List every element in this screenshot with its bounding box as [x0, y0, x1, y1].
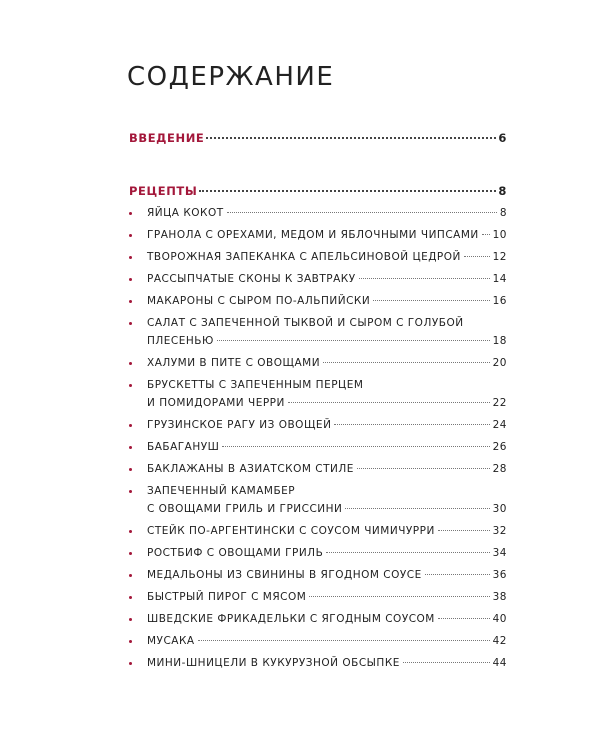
toc-section-recipes[interactable]	[129, 184, 507, 198]
bullet-icon	[129, 640, 132, 643]
toc-item-page: 28	[492, 463, 507, 475]
dot-leader	[438, 618, 490, 619]
toc-item-page: 44	[492, 657, 507, 669]
toc-item[interactable]	[129, 656, 507, 674]
dot-leader	[198, 640, 490, 641]
bullet-icon	[129, 362, 132, 365]
bullet-icon	[129, 552, 132, 555]
bullet-icon	[129, 300, 132, 303]
dot-leader	[288, 402, 490, 403]
toc-item-page: 34	[492, 547, 507, 559]
toc-item-title: БЫСТРЫЙ ПИРОГ С МЯСОМ	[147, 591, 307, 603]
toc-item-page: 20	[492, 357, 507, 369]
toc-item-title: ХАЛУМИ В ПИТЕ С ОВОЩАМИ	[147, 357, 321, 369]
toc-item-title: МИНИ-ШНИЦЕЛИ В КУКУРУЗНОЙ ОБСЫПКЕ	[147, 657, 400, 669]
toc-item-title: ГРАНОЛА С ОРЕХАМИ, МЕДОМ И ЯБЛОЧНЫМИ ЧИПСАМИ	[147, 229, 479, 241]
toc-item-page: 32	[492, 525, 507, 537]
toc-item[interactable]	[129, 462, 507, 480]
bullet-icon	[129, 468, 132, 471]
toc-item[interactable]	[129, 316, 507, 352]
toc-item-title: САЛАТ С ЗАПЕЧЕННОЙ ТЫКВОЙ И СЫРОМ С ГОЛУБОЙ	[147, 317, 464, 329]
toc-item-title: БРУСКЕТТЫ С ЗАПЕЧЕННЫМ ПЕРЦЕМ	[147, 379, 364, 391]
toc-item-title: РАССЫПЧАТЫЕ СКОНЫ К ЗАВТРАКУ	[147, 273, 356, 285]
dot-leader	[199, 190, 496, 192]
dot-leader	[345, 508, 489, 509]
toc-item-title: ГРУЗИНСКОЕ РАГУ ИЗ ОВОЩЕЙ	[147, 419, 332, 431]
toc-item-page: 18	[492, 335, 507, 347]
toc-item[interactable]	[129, 378, 507, 414]
toc-item[interactable]	[129, 418, 507, 436]
toc-item-page: 8	[499, 207, 507, 219]
toc-item[interactable]	[129, 568, 507, 586]
toc-item[interactable]	[129, 272, 507, 290]
toc-item-title: ТВОРОЖНАЯ ЗАПЕКАНКА С АПЕЛЬСИНОВОЙ ЦЕДРОЙ	[147, 251, 461, 263]
dot-leader	[309, 596, 489, 597]
section-page: 8	[498, 184, 507, 198]
toc-item-title: И ПОМИДОРАМИ ЧЕРРИ	[147, 397, 285, 409]
bullet-icon	[129, 234, 132, 237]
toc-item-page: 12	[492, 251, 507, 263]
dot-leader	[403, 662, 490, 663]
toc-item-title: БАКЛАЖАНЫ В АЗИАТСКОМ СТИЛЕ	[147, 463, 354, 475]
toc-item[interactable]	[129, 206, 507, 224]
bullet-icon	[129, 662, 132, 665]
bullet-icon	[129, 384, 132, 387]
toc-item[interactable]	[129, 634, 507, 652]
bullet-icon	[129, 490, 132, 493]
dot-leader	[334, 424, 489, 425]
bullet-icon	[129, 256, 132, 259]
bullet-icon	[129, 446, 132, 449]
toc-item-title: ЗАПЕЧЕННЫЙ КАМАМБЕР	[147, 485, 296, 497]
toc-item-page: 10	[492, 229, 507, 241]
page-title: СОДЕРЖАНИЕ	[127, 62, 335, 92]
bullet-icon	[129, 212, 132, 215]
dot-leader	[326, 552, 489, 553]
dot-leader	[217, 340, 490, 341]
dot-leader	[438, 530, 490, 531]
section-page: 6	[498, 131, 507, 145]
bullet-icon	[129, 574, 132, 577]
dot-leader	[425, 574, 490, 575]
bullet-icon	[129, 530, 132, 533]
toc-item[interactable]	[129, 294, 507, 312]
bullet-icon	[129, 618, 132, 621]
dot-leader	[359, 278, 490, 279]
toc-item[interactable]	[129, 484, 507, 520]
toc-item-title: ПЛЕСЕНЬЮ	[147, 335, 214, 347]
dot-leader	[357, 468, 490, 469]
dot-leader	[222, 446, 489, 447]
bullet-icon	[129, 278, 132, 281]
toc-item-page: 14	[492, 273, 507, 285]
toc-item-page: 16	[492, 295, 507, 307]
toc-item-title: БАБАГАНУШ	[147, 441, 220, 453]
toc-item-title: МАКАРОНЫ С СЫРОМ ПО-АЛЬПИЙСКИ	[147, 295, 371, 307]
toc-item-title: МУСАКА	[147, 635, 195, 647]
toc-item-page: 24	[492, 419, 507, 431]
toc-item-title: СТЕЙК ПО-АРГЕНТИНСКИ С СОУСОМ ЧИМИЧУРРИ	[147, 525, 435, 537]
toc-item[interactable]	[129, 546, 507, 564]
toc-item-title: РОСТБИФ С ОВОЩАМИ ГРИЛЬ	[147, 547, 324, 559]
toc-item-page: 36	[492, 569, 507, 581]
toc-item-page: 42	[492, 635, 507, 647]
toc-section-introduction[interactable]	[129, 131, 507, 145]
toc-item-page: 30	[492, 503, 507, 515]
toc-item[interactable]	[129, 228, 507, 246]
dot-leader	[227, 212, 497, 213]
toc-item[interactable]	[129, 356, 507, 374]
bullet-icon	[129, 424, 132, 427]
toc-item-title: ЯЙЦА КОКОТ	[147, 207, 224, 219]
dot-leader	[464, 256, 490, 257]
toc-item-title: МЕДАЛЬОНЫ ИЗ СВИНИНЫ В ЯГОДНОМ СОУСЕ	[147, 569, 422, 581]
toc-item-page: 38	[492, 591, 507, 603]
toc-item[interactable]	[129, 590, 507, 608]
section-label: РЕЦЕПТЫ	[129, 184, 198, 198]
toc-item[interactable]	[129, 612, 507, 630]
dot-leader	[373, 300, 489, 301]
toc-item-title: ШВЕДСКИЕ ФРИКАДЕЛЬКИ С ЯГОДНЫМ СОУСОМ	[147, 613, 435, 625]
dot-leader	[323, 362, 490, 363]
bullet-icon	[129, 596, 132, 599]
dot-leader	[482, 234, 490, 235]
toc-item-page: 40	[492, 613, 507, 625]
toc-item[interactable]	[129, 524, 507, 542]
toc-item-title: С ОВОЩАМИ ГРИЛЬ И ГРИССИНИ	[147, 503, 343, 515]
bullet-icon	[129, 322, 132, 325]
dot-leader	[206, 137, 496, 139]
toc-item[interactable]	[129, 440, 507, 458]
toc-item-page: 22	[492, 397, 507, 409]
section-label: ВВЕДЕНИЕ	[129, 131, 205, 145]
toc-item[interactable]	[129, 250, 507, 268]
toc-item-page: 26	[492, 441, 507, 453]
